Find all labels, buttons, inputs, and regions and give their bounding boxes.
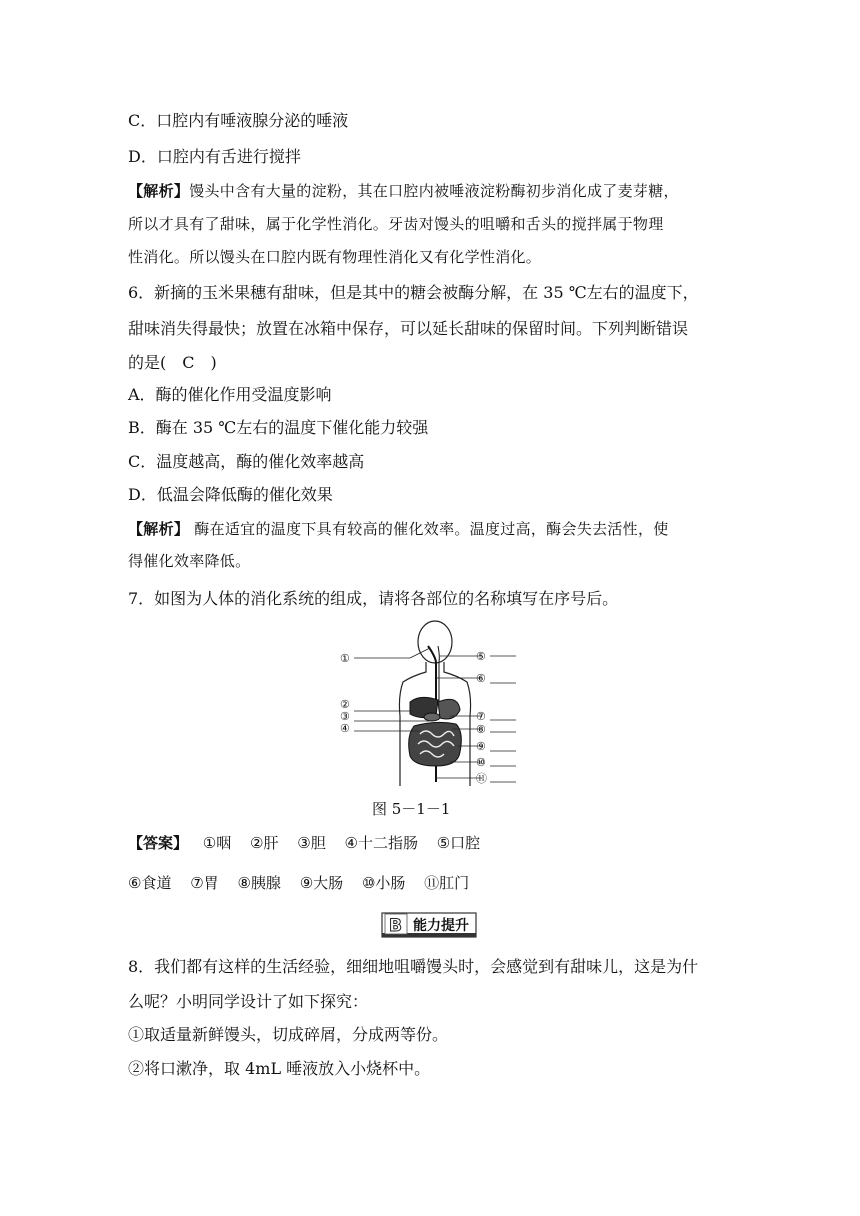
label-11: ⑪: [476, 772, 487, 785]
answer-item: ③胆: [297, 834, 326, 852]
q5-option-c: C．口腔内有唾液腺分泌的唾液: [128, 111, 349, 130]
analysis-text: 酶在适宜的温度下具有较高的催化效率。温度过高，酶会失去活性，使: [189, 520, 669, 538]
figure-labels: [340, 650, 487, 785]
q6-stem-line-2: 甜味消失得最快；放置在冰箱中保存，可以延长甜味的保留时间。下列判断错误: [128, 319, 689, 338]
label-6: ⑥: [476, 672, 486, 685]
q5-analysis-line-3: 性消化。所以馒头在口腔内既有物理性消化又有化学性消化。: [128, 248, 542, 266]
label-9: ⑨: [476, 740, 486, 753]
digestive-system-figure: [340, 616, 530, 792]
organs: [409, 646, 462, 782]
answer-item: ⑤口腔: [436, 834, 481, 852]
label-7: ⑦: [476, 710, 486, 723]
analysis-tag: 【解析】: [128, 182, 190, 200]
answer-item: ①咽: [202, 834, 232, 852]
q6-stem-line-3: 的是( C ): [128, 353, 217, 372]
answer-tag: 【答案】: [128, 834, 189, 852]
answer-line-1: [128, 832, 480, 853]
label-3: ③: [340, 710, 350, 723]
q5-analysis-line-1: [128, 180, 679, 202]
q5-analysis-line-2: 所以才具有了甜味，属于化学性消化。牙齿对馒头的咀嚼和舌头的搅拌属于物理: [128, 215, 664, 233]
label-8: ⑧: [476, 723, 486, 736]
section-badge-ability-improve: [381, 910, 477, 940]
q6-option-b: B．酶在 35 ℃左右的温度下催化能力较强: [128, 418, 429, 437]
answer-item: ⑩小肠: [361, 874, 406, 892]
q8-stem-line-1: 8．我们都有这样的生活经验，细细地咀嚼馒头时，会感觉到有甜味儿，这是为什: [128, 957, 699, 976]
q8-step-2: ②将口漱净，取 4mL 唾液放入小烧杯中。: [128, 1059, 431, 1078]
badge-text: 能力提升: [413, 918, 469, 934]
q5-option-d: D．口腔内有舌进行搅拌: [128, 147, 301, 166]
label-5: ⑤: [476, 650, 486, 663]
badge-letter: B: [389, 916, 402, 936]
answer-item: ⑨大肠: [299, 874, 344, 892]
q6-option-a: A．酶的催化作用受温度影响: [128, 385, 332, 404]
q6-stem-line-1: 6．新摘的玉米果穗有甜味，但是其中的糖会被酶分解，在 35 ℃左右的温度下，: [128, 283, 699, 302]
q6-option-c: C．温度越高，酶的催化效率越高: [128, 452, 365, 471]
analysis-tag: 【解析】: [128, 520, 190, 538]
answer-item: ②肝: [250, 834, 279, 852]
label-10: ⑩: [476, 756, 486, 769]
q6-analysis-line-1: [128, 518, 669, 540]
q8-step-1: ①取适量新鲜馒头，切成碎屑，分成两等份。: [128, 1025, 449, 1044]
answer-item: ⑧胰腺: [237, 874, 281, 892]
answer-line-2: [128, 872, 469, 893]
label-4: ④: [340, 722, 350, 735]
q6-option-d: D．低温会降低酶的催化效果: [128, 485, 333, 504]
answer-item: ⑥食道: [128, 874, 172, 892]
answer-item: ④十二指肠: [344, 834, 418, 852]
q6-analysis-line-2: 得催化效率降低。: [128, 552, 251, 570]
label-2: ②: [340, 698, 350, 711]
label-1: ①: [340, 652, 350, 665]
answer-item: ⑪肛门: [424, 874, 470, 892]
analysis-text: 馒头中含有大量的淀粉，其在口腔内被唾液淀粉酶初步消化成了麦芽糖，: [189, 182, 679, 200]
answer-item: ⑦胃: [190, 874, 219, 892]
q8-stem-line-2: 么呢？小明同学设计了如下探究：: [128, 992, 369, 1011]
figure-caption: 图 5－1－1: [372, 800, 451, 818]
q7-stem: 7．如图为人体的消化系统的组成，请将各部位的名称填写在序号后。: [128, 589, 619, 608]
